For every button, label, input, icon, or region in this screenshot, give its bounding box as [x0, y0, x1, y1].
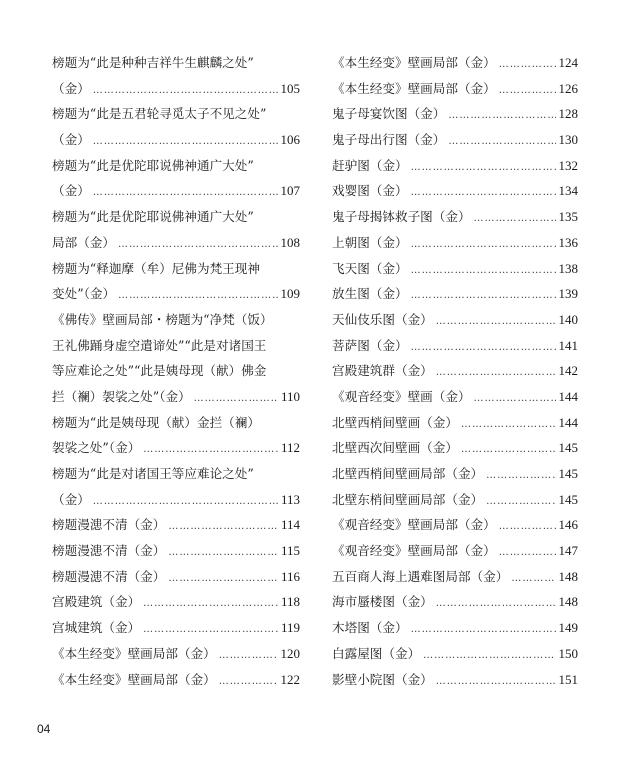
- toc-entry-text: 《本生经变》壁画局部（金）: [332, 80, 496, 96]
- toc-entry: [52, 435, 300, 461]
- toc-entry: [332, 50, 578, 76]
- toc-entry-page: 150: [558, 645, 578, 661]
- toc-entry: [52, 204, 300, 230]
- dot-leader: [511, 566, 555, 590]
- toc-entry-text: 上朝图（金）: [332, 234, 408, 250]
- dot-leader: [448, 129, 555, 153]
- dot-leader: [93, 78, 278, 102]
- toc-entry-text: 菩萨图（金）: [332, 337, 408, 353]
- toc-entry-text: 北壁西次间壁画（金）: [332, 440, 458, 456]
- toc-entry-page: 109: [280, 286, 300, 302]
- toc-entry-text: 木塔图（金）: [332, 620, 408, 636]
- toc-entry: [332, 538, 578, 564]
- toc-entry-page: 135: [558, 209, 578, 225]
- toc-entry: [52, 153, 300, 179]
- dot-leader: [143, 591, 278, 615]
- dot-leader: [93, 129, 278, 153]
- toc-entry: [332, 564, 578, 590]
- toc-entry-page: 118: [280, 594, 300, 610]
- toc-entry: [52, 667, 300, 693]
- toc-entry-page: 136: [558, 234, 578, 250]
- toc-entry-text: 《佛传》壁画局部・榜题为“净梵（饭）: [52, 311, 273, 327]
- toc-entry: [332, 178, 578, 204]
- dot-leader: [436, 669, 556, 693]
- toc-entry-page: 108: [280, 234, 300, 250]
- toc-column-right: [332, 50, 578, 692]
- toc-entry-text: 五百商人海上遇难图局部（金）: [332, 568, 509, 584]
- toc-entry-page: 124: [558, 55, 578, 70]
- dot-leader: [168, 514, 278, 538]
- toc-entry-text: 《观音经变》壁画局部（金）: [332, 517, 496, 533]
- toc-entry-text: 榜题为“此是对诸国王等应难论之处”: [52, 466, 254, 481]
- toc-entry-page: 107: [280, 183, 300, 199]
- toc-entry-text: 《本生经变》壁画局部（金）: [52, 645, 216, 661]
- toc-entry-page: 134: [558, 183, 578, 199]
- toc-entry-text: 榜题为“此是五君轮寻觅太子不见之处”: [52, 106, 267, 122]
- dot-leader: [168, 540, 278, 564]
- dot-leader: [486, 489, 555, 513]
- toc-entry: [52, 281, 300, 307]
- toc-entry-text: 《观音经变》壁画（金）: [332, 388, 471, 404]
- toc-entry: [52, 76, 300, 102]
- toc-entry: [332, 512, 578, 538]
- toc-entry: [332, 101, 578, 127]
- toc-entry: [52, 50, 300, 76]
- dot-leader: [411, 155, 556, 179]
- toc-entry-text: 白露屋图（金）: [332, 645, 421, 661]
- toc-entry-page: 148: [558, 594, 578, 610]
- toc-entry: [332, 641, 578, 667]
- toc-entry: [332, 204, 578, 230]
- toc-entry-text: 榜题为“此是种种吉祥牛生麒麟之处”: [52, 55, 254, 70]
- toc-entry: [332, 127, 578, 153]
- toc-entry: [52, 101, 300, 127]
- toc-entry-text: 《本生经变》壁画局部（金）: [332, 55, 496, 70]
- dot-leader: [194, 386, 278, 410]
- toc-entry-text: 拦（襕）袈裟之处”（金）: [52, 388, 191, 404]
- toc-entry: [52, 410, 300, 436]
- toc-entry-page: 151: [558, 671, 578, 687]
- toc-entry: [52, 307, 300, 333]
- toc-entry: [52, 230, 300, 256]
- toc-entry-text: 等应难论之处”“此是姨母现（献）佛金: [52, 363, 267, 379]
- toc-entry: [332, 667, 578, 693]
- toc-entry-text: 鬼子母宴饮图（金）: [332, 106, 446, 122]
- dot-leader: [93, 180, 278, 204]
- toc-entry-text: 榜题为“此是优陀耶说佛神通广大处”: [52, 209, 254, 225]
- dot-leader: [118, 283, 277, 307]
- toc-entry-text: 放生图（金）: [332, 286, 408, 302]
- toc-entry-page: 148: [558, 568, 578, 584]
- toc-entry-text: （金）: [52, 183, 90, 199]
- toc-entry-text: 袈裟之处”（金）: [52, 440, 141, 456]
- dot-leader: [411, 283, 556, 307]
- dot-leader: [93, 489, 278, 513]
- toc-entry: [332, 589, 578, 615]
- dot-leader: [499, 52, 556, 76]
- toc-entry-text: 鬼子母出行图（金）: [332, 132, 446, 148]
- toc-entry-text: 赶驴图（金）: [332, 157, 408, 173]
- toc-entry-text: 《观音经变》壁画局部（金）: [332, 543, 496, 559]
- toc-entry-text: 变处”（金）: [52, 286, 116, 302]
- toc-entry-text: 戏婴图（金）: [332, 183, 408, 199]
- toc-entry: [52, 461, 300, 487]
- dot-leader: [474, 386, 556, 410]
- page-number: 04: [37, 722, 51, 736]
- toc-entry-text: 北壁西梢间壁画局部（金）: [332, 466, 484, 481]
- dot-leader: [168, 566, 278, 590]
- dot-leader: [461, 437, 556, 461]
- toc-entry-text: 北壁东梢间壁画局部（金）: [332, 491, 484, 507]
- dot-leader: [219, 669, 278, 693]
- toc-entry-page: 110: [280, 388, 300, 404]
- dot-leader: [143, 617, 278, 641]
- toc-entry: [332, 153, 578, 179]
- toc-entry-text: 《本生经变》壁画局部（金）: [52, 671, 216, 687]
- toc-entry-page: 146: [558, 517, 578, 533]
- toc-entry-text: 北壁西梢间壁画（金）: [332, 414, 458, 430]
- toc-entry: [52, 358, 300, 384]
- toc-entry-page: 128: [558, 106, 578, 122]
- toc-entry: [52, 178, 300, 204]
- toc-entry-page: 119: [280, 620, 300, 636]
- toc-entry-page: 141: [558, 337, 578, 353]
- toc-entry-page: 149: [558, 620, 578, 636]
- toc-entry: [52, 512, 300, 538]
- dot-leader: [118, 232, 278, 256]
- toc-entry: [52, 487, 300, 513]
- toc-entry-page: 115: [280, 543, 300, 559]
- toc-entry-text: （金）: [52, 491, 90, 507]
- toc-entry-page: 144: [558, 414, 578, 430]
- toc-entry-text: 榜题为“此是姨母现（献）金拦（襕）: [52, 414, 260, 430]
- toc-entry-text: 榜题漫漶不清（金）: [52, 543, 166, 559]
- toc-entry-page: 126: [558, 80, 578, 96]
- toc-entry-text: 海市蜃楼图（金）: [332, 594, 433, 610]
- toc-entry: [52, 384, 300, 410]
- toc-entry-text: 榜题漫漶不清（金）: [52, 517, 166, 533]
- toc-entry-text: 宫殿建筑（金）: [52, 594, 141, 610]
- toc-entry-page: 113: [280, 491, 300, 507]
- toc-entry-text: 局部（金）: [52, 234, 115, 250]
- toc-entry: [332, 281, 578, 307]
- toc-entry-page: 144: [558, 388, 578, 404]
- dot-leader: [436, 360, 556, 384]
- toc-entry-page: 116: [280, 568, 300, 584]
- dot-leader: [411, 335, 556, 359]
- toc-entry: [332, 358, 578, 384]
- toc-entry-text: 榜题为“此是优陀耶说佛神通广大处”: [52, 157, 254, 173]
- toc-entry: [52, 333, 300, 359]
- dot-leader: [486, 463, 555, 487]
- dot-leader: [411, 258, 556, 282]
- toc-column-left: [52, 50, 300, 692]
- toc-entry: [52, 127, 300, 153]
- toc-entry-page: 145: [558, 466, 578, 481]
- toc-entry-page: 132: [558, 157, 578, 173]
- dot-leader: [411, 617, 556, 641]
- toc-entry: [332, 410, 578, 436]
- toc-entry: [332, 76, 578, 102]
- dot-leader: [411, 232, 556, 256]
- toc-entry-text: 天仙伎乐图（金）: [332, 311, 433, 327]
- dot-leader: [143, 437, 278, 461]
- toc-entry-page: 114: [280, 517, 300, 533]
- toc-entry-text: 宫殿建筑群（金）: [332, 363, 433, 379]
- toc-entry-page: 142: [558, 363, 578, 379]
- toc-entry-text: 王礼佛踊身虚空遣谛处”“此是对诸国王: [52, 337, 267, 353]
- dot-leader: [436, 591, 556, 615]
- toc-entry: [332, 615, 578, 641]
- toc-entry-text: 鬼子母揭钵救子图（金）: [332, 209, 471, 225]
- toc-entry: [52, 564, 300, 590]
- dot-leader: [423, 643, 555, 667]
- toc-entry-page: 139: [558, 286, 578, 302]
- toc-entry: [332, 333, 578, 359]
- toc-entry-page: 122: [280, 671, 300, 687]
- toc-entry: [332, 487, 578, 513]
- dot-leader: [411, 180, 556, 204]
- toc-entry-text: 飞天图（金）: [332, 260, 408, 276]
- toc-entry: [52, 615, 300, 641]
- dot-leader: [499, 78, 556, 102]
- toc-entry: [52, 589, 300, 615]
- dot-leader: [461, 412, 556, 436]
- toc-entry-page: 130: [558, 132, 578, 148]
- toc-entry-text: （金）: [52, 80, 90, 96]
- toc-entry: [332, 307, 578, 333]
- toc-entry: [332, 435, 578, 461]
- toc-entry-page: 120: [280, 645, 300, 661]
- toc-entry-page: 145: [558, 440, 578, 456]
- toc-entry-text: 宫城建筑（金）: [52, 620, 141, 636]
- toc-entry-page: 140: [558, 311, 578, 327]
- toc-entry: [52, 256, 300, 282]
- dot-leader: [499, 540, 556, 564]
- toc-entry-page: 112: [280, 440, 300, 456]
- toc-entry-text: （金）: [52, 132, 90, 148]
- toc-entry-page: 147: [558, 543, 578, 559]
- toc-entry-text: 榜题为“释迦摩（牟）尼佛为梵王现神: [52, 260, 260, 276]
- toc-entry-page: 105: [280, 80, 300, 96]
- toc-entry-text: 影壁小院图（金）: [332, 671, 433, 687]
- dot-leader: [499, 514, 556, 538]
- toc-entry: [332, 461, 578, 487]
- toc-entry: [332, 384, 578, 410]
- dot-leader: [436, 309, 556, 333]
- toc-entry: [52, 641, 300, 667]
- dot-leader: [474, 206, 556, 230]
- toc-entry-page: 145: [558, 491, 578, 507]
- toc-entry: [52, 538, 300, 564]
- toc-entry-page: 106: [280, 132, 300, 148]
- toc-entry: [332, 256, 578, 282]
- toc-entry-page: 138: [558, 260, 578, 276]
- dot-leader: [219, 643, 278, 667]
- toc-entry: [332, 230, 578, 256]
- toc-entry-text: 榜题漫漶不清（金）: [52, 568, 166, 584]
- dot-leader: [448, 103, 555, 127]
